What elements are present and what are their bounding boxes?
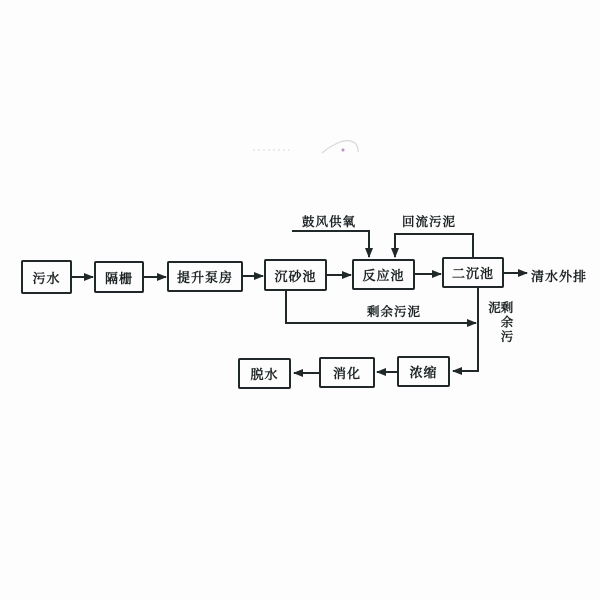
label-return-sludge: 回流污泥 [402, 215, 457, 229]
connector-blower-oxygen [292, 231, 369, 257]
label-excess-sludge-vertical: 剩余污泥 [486, 301, 513, 345]
watermark-artifact [253, 141, 358, 153]
node-screen: 隔栅 [94, 261, 144, 293]
label-excess-sludge-horizontal: 剩余污泥 [367, 305, 422, 319]
node-digestion: 消化 [319, 357, 375, 388]
node-sewage: 污水 [21, 260, 72, 294]
label-blower-oxygen: 鼓风供氧 [302, 215, 357, 229]
node-reaction-tank: 反应池 [352, 259, 415, 290]
node-thickening: 浓缩 [397, 356, 450, 387]
connector-return-sludge [395, 234, 473, 257]
label-effluent: 清水外排 [531, 269, 588, 284]
connector-clarifier-to-thickening [453, 288, 478, 371]
node-grit-chamber: 沉砂池 [264, 259, 327, 291]
node-pump-house: 提升泵房 [167, 261, 243, 292]
node-dewatering: 脱水 [238, 358, 291, 389]
node-secondary-clarifier: 二沉池 [442, 257, 504, 288]
